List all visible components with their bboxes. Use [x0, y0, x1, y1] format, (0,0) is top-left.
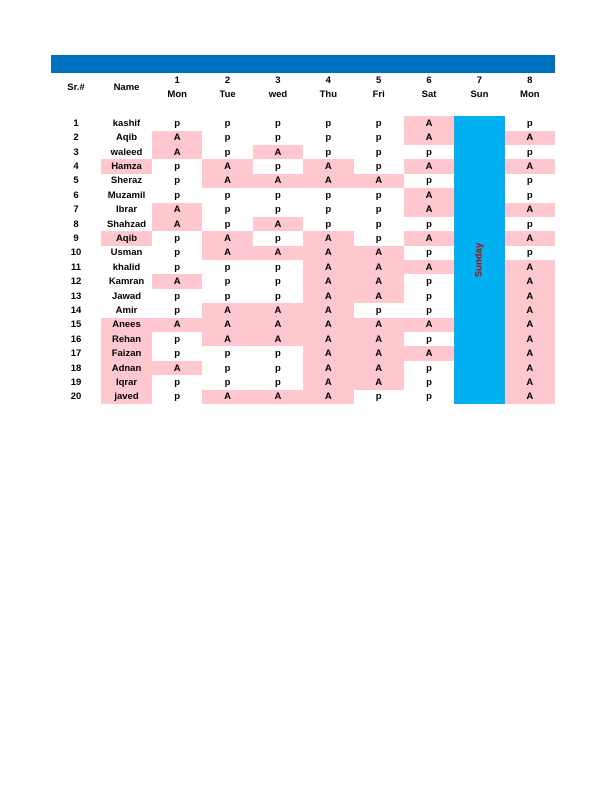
present-mark: p — [275, 161, 281, 173]
serial-number: 18 — [70, 362, 82, 374]
absent-mark: A — [505, 159, 555, 173]
present-mark: p — [375, 161, 382, 173]
present-mark: p — [224, 132, 231, 144]
absent-mark: A — [152, 203, 202, 217]
absent-mark: A — [253, 303, 303, 317]
absent-mark: A — [354, 174, 404, 188]
absent-mark: A — [505, 131, 555, 145]
absent-mark: A — [354, 375, 404, 389]
absent-mark: A — [253, 390, 303, 404]
serial-number: 14 — [70, 304, 82, 316]
header-sr: Sr.# — [67, 81, 85, 93]
present-mark: p — [275, 362, 281, 374]
student-name: waleed — [110, 146, 143, 158]
absent-mark: A — [303, 318, 353, 332]
student-name: Shahzad — [106, 218, 147, 230]
present-mark: p — [375, 218, 382, 230]
table-row — [51, 116, 555, 130]
student-name: Aqib — [101, 231, 152, 245]
header-day-name: Fri — [372, 89, 385, 101]
absent-mark: A — [303, 375, 353, 389]
present-mark: p — [426, 333, 432, 345]
absent-mark: A — [404, 131, 454, 145]
absent-mark: A — [202, 246, 252, 260]
header-day-number: 2 — [224, 74, 231, 86]
absent-mark: A — [202, 174, 252, 188]
student-name: Sheraz — [110, 175, 143, 187]
absent-mark: A — [404, 159, 454, 173]
present-mark: p — [375, 117, 382, 129]
sunday-column — [454, 116, 504, 404]
header-day-name-sunday: Sun — [470, 89, 489, 101]
student-name: Adnan — [101, 361, 152, 375]
present-mark: p — [224, 348, 231, 360]
header-number-row — [51, 73, 555, 87]
absent-mark: A — [253, 145, 303, 159]
serial-number: 2 — [73, 132, 79, 144]
present-mark: p — [526, 117, 533, 129]
present-mark: p — [275, 189, 281, 201]
present-mark: p — [174, 175, 181, 187]
student-name: khalid — [112, 261, 141, 273]
header-day-number: 8 — [527, 74, 533, 86]
present-mark: p — [174, 391, 181, 403]
student-name: Faizan — [101, 346, 152, 360]
attendance-rows — [51, 116, 555, 404]
absent-mark: A — [505, 274, 555, 288]
serial-number: 11 — [70, 261, 82, 273]
absent-mark: A — [404, 203, 454, 217]
header-day-name: Mon — [167, 89, 187, 101]
student-name: Anees — [101, 318, 152, 332]
absent-mark: A — [505, 390, 555, 404]
absent-mark: A — [152, 217, 202, 231]
absent-mark: A — [202, 318, 252, 332]
present-mark: p — [325, 189, 332, 201]
absent-mark: A — [354, 260, 404, 274]
student-name: javed — [101, 390, 152, 404]
absent-mark: A — [404, 346, 454, 360]
serial-number: 16 — [70, 333, 82, 345]
absent-mark: A — [253, 318, 303, 332]
present-mark: p — [426, 304, 432, 316]
absent-mark: A — [303, 274, 353, 288]
student-name: Amir — [115, 304, 138, 316]
absent-mark: A — [505, 332, 555, 346]
absent-mark: A — [303, 159, 353, 173]
absent-mark: A — [404, 260, 454, 274]
absent-mark: A — [202, 231, 252, 245]
present-mark: p — [526, 247, 533, 259]
present-mark: p — [174, 290, 181, 302]
present-mark: p — [375, 146, 382, 158]
absent-mark: A — [505, 375, 555, 389]
present-mark: p — [426, 175, 432, 187]
present-mark: p — [275, 376, 281, 388]
present-mark: p — [174, 117, 181, 129]
absent-mark: A — [253, 332, 303, 346]
absent-mark: A — [303, 303, 353, 317]
present-mark: p — [375, 204, 382, 216]
present-mark: p — [526, 189, 533, 201]
header-day-number: 3 — [275, 74, 281, 86]
absent-mark: A — [303, 231, 353, 245]
present-mark: p — [224, 290, 231, 302]
absent-mark: A — [354, 361, 404, 375]
absent-mark: A — [303, 246, 353, 260]
present-mark: p — [224, 117, 231, 129]
present-mark: p — [275, 232, 281, 244]
present-mark: p — [526, 146, 533, 158]
absent-mark: A — [303, 332, 353, 346]
absent-mark: A — [202, 303, 252, 317]
present-mark: p — [426, 391, 432, 403]
absent-mark: A — [354, 318, 404, 332]
present-mark: p — [174, 189, 181, 201]
header-day-number: 6 — [426, 74, 432, 86]
absent-mark: A — [354, 346, 404, 360]
absent-mark: A — [253, 174, 303, 188]
present-mark: p — [325, 117, 332, 129]
present-mark: p — [526, 175, 533, 187]
absent-mark: A — [505, 346, 555, 360]
absent-mark: A — [404, 188, 454, 202]
header-name: Name — [113, 81, 140, 93]
present-mark: p — [275, 261, 281, 273]
student-name: kashif — [112, 117, 141, 129]
absent-mark: A — [202, 159, 252, 173]
present-mark: p — [224, 218, 231, 230]
title-bar — [51, 55, 555, 73]
absent-mark: A — [505, 318, 555, 332]
present-mark: p — [426, 276, 432, 288]
attendance-table — [51, 73, 555, 404]
student-name: Muzamil — [107, 189, 146, 201]
absent-mark: A — [152, 274, 202, 288]
present-mark: p — [224, 261, 231, 273]
present-mark: p — [174, 232, 181, 244]
header-day-name: Tue — [219, 89, 236, 101]
attendance-sheet — [51, 55, 555, 404]
serial-number: 9 — [73, 232, 79, 244]
student-name: Aqib — [115, 132, 138, 144]
present-mark: p — [375, 132, 382, 144]
student-name: Kamran — [108, 276, 145, 288]
present-mark: p — [224, 204, 231, 216]
present-mark: p — [325, 132, 332, 144]
absent-mark: A — [303, 390, 353, 404]
absent-mark: A — [152, 145, 202, 159]
present-mark: p — [174, 247, 181, 259]
present-mark: p — [174, 376, 181, 388]
present-mark: p — [224, 376, 231, 388]
absent-mark: A — [505, 231, 555, 245]
absent-mark: A — [303, 289, 353, 303]
serial-number: 7 — [73, 204, 79, 216]
absent-mark: A — [505, 289, 555, 303]
absent-mark: A — [303, 260, 353, 274]
absent-mark: A — [354, 289, 404, 303]
header-day-number: 5 — [376, 74, 382, 86]
present-mark: p — [174, 333, 181, 345]
header-day-name: Mon — [520, 89, 540, 101]
absent-mark: A — [354, 246, 404, 260]
present-mark: p — [526, 218, 533, 230]
present-mark: p — [325, 218, 332, 230]
absent-mark: A — [202, 332, 252, 346]
absent-mark: A — [253, 217, 303, 231]
serial-number: 19 — [70, 376, 82, 388]
student-name: Iqrar — [101, 375, 152, 389]
absent-mark: A — [505, 260, 555, 274]
serial-number: 8 — [73, 218, 79, 230]
serial-number: 3 — [73, 146, 79, 158]
present-mark: p — [275, 348, 281, 360]
absent-mark: A — [505, 361, 555, 375]
absent-mark: A — [303, 174, 353, 188]
present-mark: p — [375, 189, 382, 201]
present-mark: p — [325, 204, 332, 216]
serial-number: 13 — [70, 290, 82, 302]
absent-mark: A — [404, 116, 454, 130]
sunday-label: Sunday — [473, 242, 485, 278]
present-mark: p — [375, 232, 382, 244]
absent-mark: A — [354, 274, 404, 288]
student-name: Jawad — [111, 290, 142, 302]
serial-number: 4 — [73, 161, 79, 173]
absent-mark: A — [152, 131, 202, 145]
present-mark: p — [375, 391, 382, 403]
present-mark: p — [174, 261, 181, 273]
header-day-number: 1 — [174, 74, 180, 86]
serial-number: 6 — [73, 189, 79, 201]
present-mark: p — [275, 276, 281, 288]
absent-mark: A — [404, 231, 454, 245]
absent-mark: A — [505, 203, 555, 217]
present-mark: p — [224, 189, 231, 201]
present-mark: p — [375, 304, 382, 316]
absent-mark: A — [152, 361, 202, 375]
serial-number: 15 — [70, 319, 82, 331]
header-day-name-saturday: Sat — [421, 89, 437, 101]
student-name: Hamza — [101, 159, 152, 173]
absent-mark: A — [303, 361, 353, 375]
serial-number: 10 — [70, 247, 82, 259]
present-mark: p — [426, 376, 432, 388]
present-mark: p — [426, 290, 432, 302]
absent-mark: A — [404, 318, 454, 332]
header-day-name: Thu — [319, 89, 338, 101]
present-mark: p — [426, 362, 432, 374]
present-mark: p — [224, 362, 231, 374]
student-name: Usman — [110, 247, 143, 259]
present-mark: p — [426, 218, 432, 230]
present-mark: p — [174, 348, 181, 360]
present-mark: p — [275, 290, 281, 302]
serial-number: 12 — [70, 276, 82, 288]
present-mark: p — [174, 304, 181, 316]
present-mark: p — [426, 146, 432, 158]
absent-mark: A — [354, 332, 404, 346]
present-mark: p — [224, 276, 231, 288]
present-mark: p — [325, 146, 332, 158]
student-name: Rehan — [101, 332, 152, 346]
present-mark: p — [275, 132, 281, 144]
absent-mark: A — [202, 390, 252, 404]
header-day-number: 4 — [325, 74, 331, 86]
serial-number: 5 — [73, 175, 79, 187]
serial-number: 17 — [70, 348, 82, 360]
present-mark: p — [224, 146, 231, 158]
student-name: Ibrar — [115, 204, 138, 216]
absent-mark: A — [253, 246, 303, 260]
absent-mark: A — [303, 346, 353, 360]
serial-number: 20 — [70, 391, 82, 403]
absent-mark: A — [505, 303, 555, 317]
present-mark: p — [426, 247, 432, 259]
header-day-number: 7 — [476, 74, 483, 86]
header-day-name: wed — [268, 89, 288, 101]
absent-mark: A — [152, 318, 202, 332]
present-mark: p — [275, 204, 281, 216]
present-mark: p — [174, 161, 181, 173]
present-mark: p — [275, 117, 281, 129]
serial-number: 1 — [73, 117, 79, 129]
